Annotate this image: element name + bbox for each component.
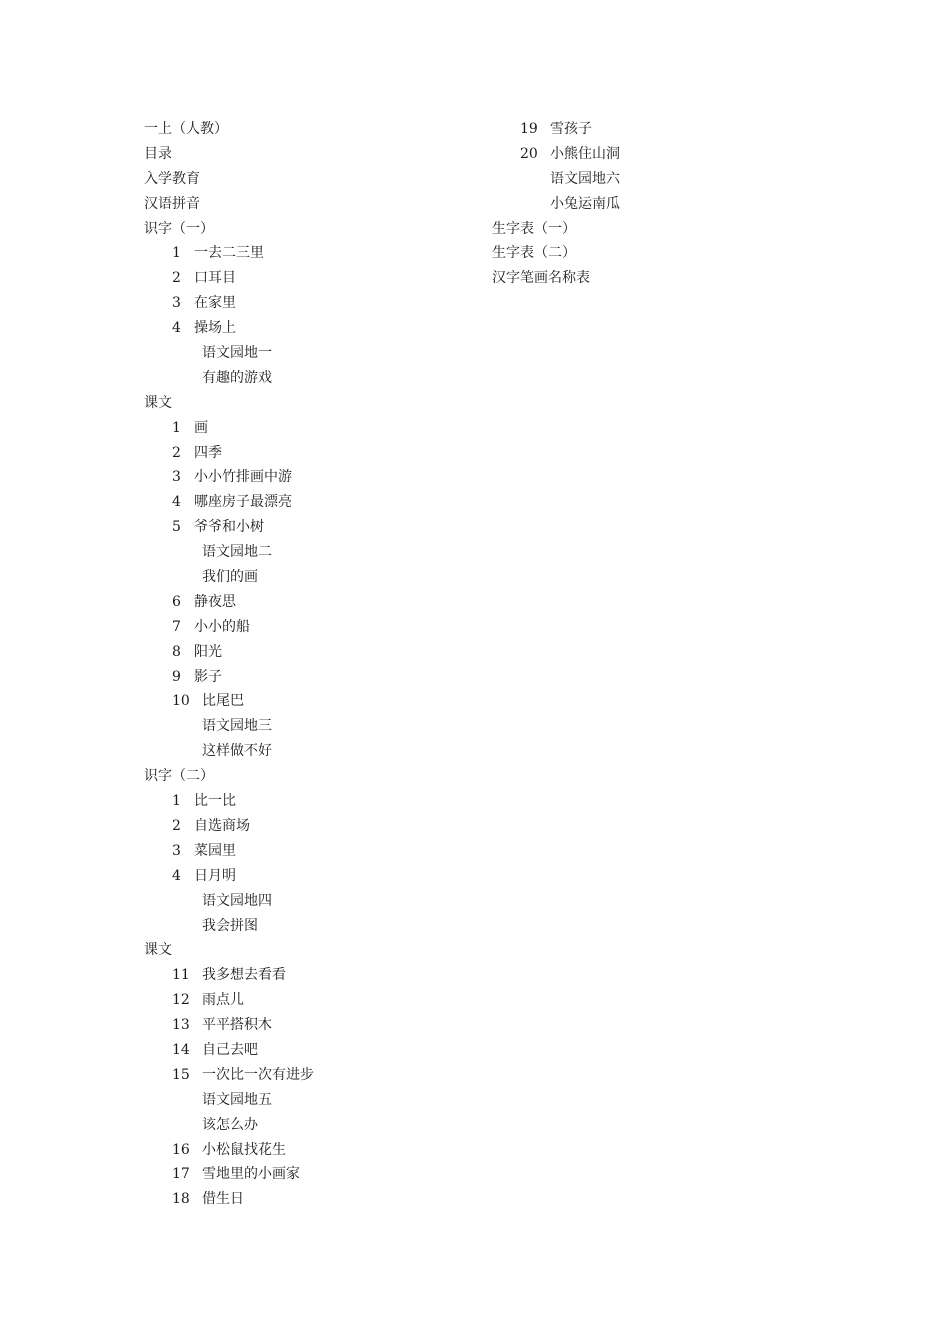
- toc-entry-number: 10: [172, 693, 190, 710]
- toc-lesson-entry: [144, 316, 474, 341]
- toc-section-heading: [492, 266, 792, 291]
- toc-entry-title: 菜园里: [194, 842, 236, 859]
- toc-entry-number: 1: [172, 419, 181, 436]
- toc-sub-entry: [144, 1088, 474, 1113]
- toc-entry-number: 20: [520, 145, 538, 162]
- toc-lesson-entry: [144, 864, 474, 889]
- toc-lesson-entry: [144, 515, 474, 540]
- toc-sub-entry: [144, 366, 474, 391]
- toc-entry-title: 小小的船: [194, 618, 250, 635]
- toc-lesson-entry: [144, 640, 474, 665]
- toc-entry-number: 4: [172, 494, 181, 511]
- toc-section-heading: [144, 192, 474, 217]
- toc-entry-title: 小熊住山洞: [550, 145, 620, 162]
- toc-lesson-entry: [144, 988, 474, 1013]
- toc-lesson-entry: [144, 1038, 474, 1063]
- toc-entry-title: 我会拼图: [202, 917, 258, 934]
- toc-entry-title: 静夜思: [194, 593, 236, 610]
- toc-sub-entry: [492, 167, 792, 192]
- toc-lesson-entry: [144, 1162, 474, 1187]
- toc-entry-number: 12: [172, 992, 190, 1009]
- toc-entry-number: 14: [172, 1041, 190, 1058]
- toc-entry-number: 3: [172, 842, 181, 859]
- toc-entry-title: 有趣的游戏: [202, 369, 272, 386]
- toc-lesson-entry: [144, 689, 474, 714]
- toc-section-heading: [144, 217, 474, 242]
- toc-sub-entry: [144, 341, 474, 366]
- toc-entry-title: 识字（二）: [144, 768, 214, 785]
- toc-entry-title: 画: [194, 419, 208, 436]
- toc-entry-number: 13: [172, 1017, 190, 1034]
- toc-entry-title: 我多想去看看: [202, 967, 286, 984]
- toc-right-column: [492, 117, 792, 291]
- toc-entry-title: 语文园地四: [202, 892, 272, 909]
- toc-sub-entry: [144, 739, 474, 764]
- toc-entry-title: 这样做不好: [202, 743, 272, 760]
- toc-lesson-entry: [144, 1063, 474, 1088]
- toc-entry-title: 汉语拼音: [144, 195, 200, 212]
- toc-entry-number: 18: [172, 1191, 190, 1208]
- toc-entry-number: 8: [172, 643, 181, 660]
- toc-section-heading: [144, 938, 474, 963]
- toc-entry-number: 5: [172, 519, 181, 536]
- toc-entry-number: 7: [172, 618, 181, 635]
- toc-section-heading: [144, 117, 474, 142]
- toc-entry-title: 雨点儿: [202, 992, 244, 1009]
- toc-entry-title: 语文园地六: [550, 170, 620, 187]
- toc-lesson-entry: [144, 814, 474, 839]
- toc-entry-number: 6: [172, 593, 181, 610]
- toc-entry-number: 2: [172, 444, 181, 461]
- toc-entry-title: 操场上: [194, 320, 236, 337]
- toc-entry-title: 一上（人教）: [144, 121, 228, 137]
- toc-entry-number: 1: [172, 793, 181, 810]
- toc-entry-number: 4: [172, 320, 181, 337]
- toc-lesson-entry: [144, 266, 474, 291]
- toc-lesson-entry: [144, 839, 474, 864]
- toc-entry-number: 9: [172, 668, 181, 685]
- toc-lesson-entry: [144, 441, 474, 466]
- toc-lesson-entry: [144, 241, 474, 266]
- toc-entry-number: 3: [172, 295, 181, 312]
- toc-left-column: [144, 117, 474, 1212]
- toc-lesson-entry: [144, 465, 474, 490]
- toc-entry-title: 雪孩子: [550, 121, 592, 137]
- toc-sub-entry: [144, 540, 474, 565]
- toc-entry-title: 语文园地二: [202, 544, 272, 561]
- toc-entry-title: 该怎么办: [202, 1116, 258, 1133]
- toc-section-heading: [144, 391, 474, 416]
- toc-entry-number: 15: [172, 1066, 190, 1083]
- toc-entry-title: 我们的画: [202, 569, 258, 586]
- toc-lesson-entry: [144, 490, 474, 515]
- toc-lesson-entry: [144, 590, 474, 615]
- toc-entry-title: 语文园地三: [202, 718, 272, 735]
- toc-lesson-entry: [144, 1187, 474, 1212]
- toc-entry-number: 16: [172, 1141, 190, 1158]
- toc-sub-entry: [144, 565, 474, 590]
- toc-lesson-entry: [492, 117, 792, 142]
- toc-entry-title: 四季: [194, 444, 222, 461]
- toc-entry-title: 入学教育: [144, 170, 200, 187]
- toc-entry-title: 小松鼠找花生: [202, 1141, 286, 1158]
- toc-entry-title: 阳光: [194, 643, 222, 660]
- toc-sub-entry: [144, 714, 474, 739]
- toc-entry-number: 2: [172, 270, 181, 287]
- toc-entry-title: 课文: [144, 942, 172, 959]
- toc-entry-title: 比一比: [194, 793, 236, 810]
- toc-lesson-entry: [144, 291, 474, 316]
- toc-entry-title: 一去二三里: [194, 245, 264, 262]
- toc-entry-title: 汉字笔画名称表: [492, 270, 590, 287]
- toc-sub-entry: [144, 914, 474, 939]
- toc-entry-number: 11: [172, 967, 190, 984]
- toc-entry-number: 17: [172, 1166, 190, 1183]
- toc-entry-title: 小小竹排画中游: [194, 469, 292, 486]
- toc-entry-title: 目录: [144, 145, 172, 162]
- toc-lesson-entry: [144, 416, 474, 441]
- toc-sub-entry: [144, 889, 474, 914]
- toc-section-heading: [144, 764, 474, 789]
- toc-section-heading: [492, 217, 792, 242]
- toc-entry-title: 比尾巴: [202, 693, 244, 710]
- toc-sub-entry: [492, 192, 792, 217]
- toc-entry-title: 影子: [194, 668, 222, 685]
- toc-entry-number: 2: [172, 817, 181, 834]
- toc-entry-number: 19: [520, 121, 538, 137]
- toc-entry-title: 自己去吧: [202, 1041, 258, 1058]
- toc-entry-title: 识字（一）: [144, 220, 214, 237]
- toc-entry-title: 爷爷和小树: [194, 519, 264, 536]
- toc-entry-title: 口耳目: [194, 270, 236, 287]
- toc-entry-number: 3: [172, 469, 181, 486]
- toc-entry-title: 课文: [144, 394, 172, 411]
- toc-entry-number: 4: [172, 867, 181, 884]
- toc-entry-title: 语文园地一: [202, 345, 272, 362]
- toc-lesson-entry: [144, 789, 474, 814]
- toc-entry-title: 小兔运南瓜: [550, 195, 620, 212]
- toc-entry-number: 1: [172, 245, 181, 262]
- toc-entry-title: 平平搭积木: [202, 1017, 272, 1034]
- toc-entry-title: 自选商场: [194, 817, 250, 834]
- toc-lesson-entry: [144, 665, 474, 690]
- toc-entry-title: 语文园地五: [202, 1091, 272, 1108]
- toc-entry-title: 生字表（一）: [492, 220, 576, 237]
- toc-entry-title: 日月明: [194, 867, 236, 884]
- toc-sub-entry: [144, 1113, 474, 1138]
- toc-entry-title: 一次比一次有进步: [202, 1066, 314, 1083]
- toc-section-heading: [492, 241, 792, 266]
- toc-lesson-entry: [144, 1138, 474, 1163]
- toc-lesson-entry: [144, 615, 474, 640]
- toc-section-heading: [144, 167, 474, 192]
- toc-lesson-entry: [144, 1013, 474, 1038]
- toc-section-heading: [144, 142, 474, 167]
- toc-entry-title: 哪座房子最漂亮: [194, 494, 292, 511]
- toc-entry-title: 雪地里的小画家: [202, 1166, 300, 1183]
- toc-lesson-entry: [144, 963, 474, 988]
- toc-lesson-entry: [492, 142, 792, 167]
- toc-entry-title: 借生日: [202, 1191, 244, 1208]
- toc-entry-title: 在家里: [194, 295, 236, 312]
- toc-entry-title: 生字表（二）: [492, 245, 576, 262]
